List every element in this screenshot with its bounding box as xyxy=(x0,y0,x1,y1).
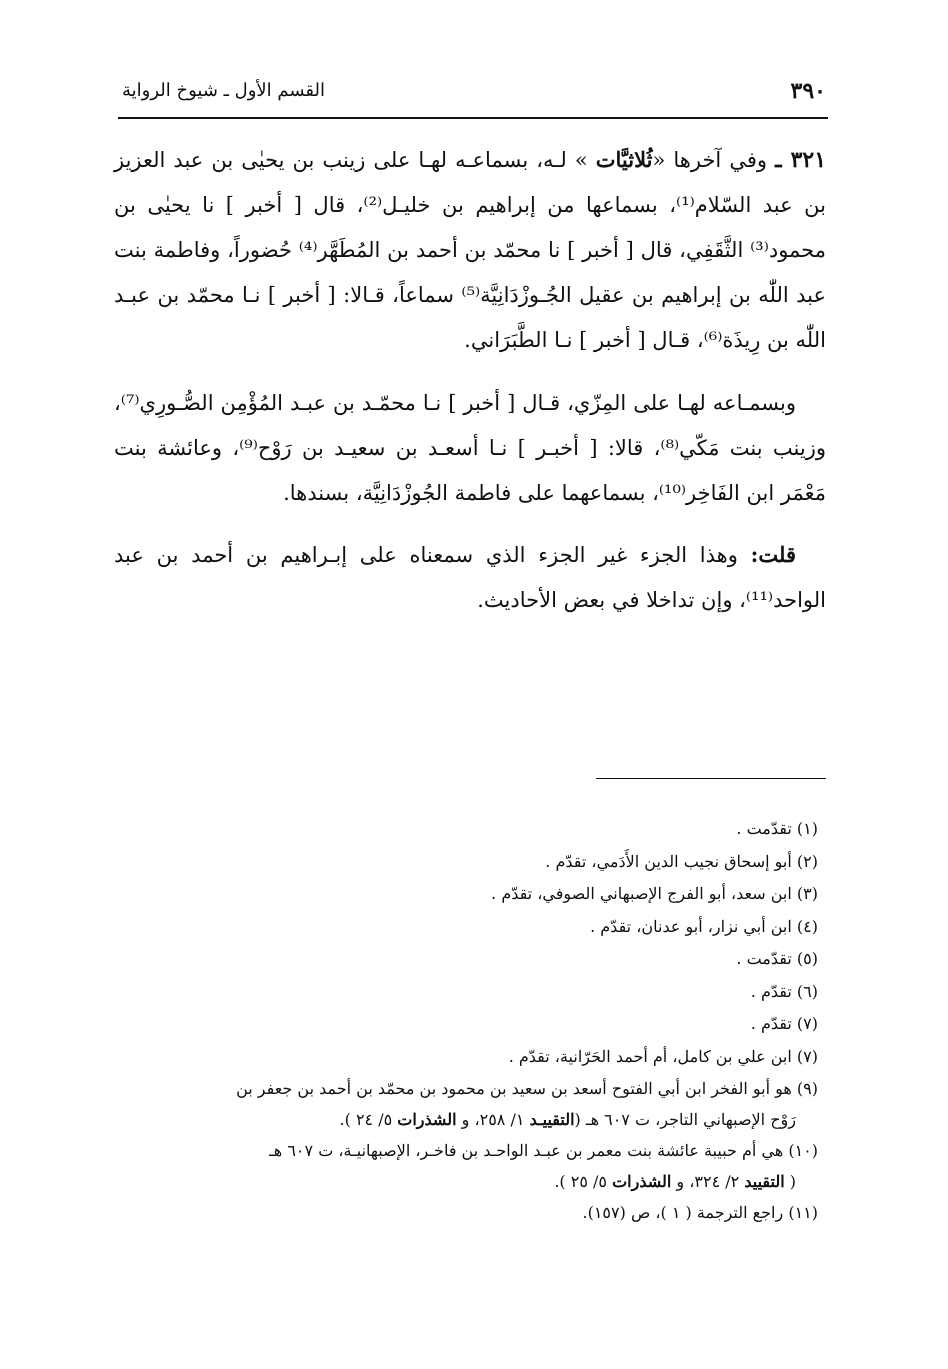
footnote-2: (٢) أبو إسحاق نجيب الدين الأَدَمي، تقدّم . xyxy=(545,851,818,871)
footnote-9 xyxy=(112,1073,818,1135)
footnote-3: (٣) ابن سعد، أبو الفرج الإصبهاني الصوفي، تقدّم . xyxy=(491,884,818,903)
entry-text: » لـه، بسماعـه لهـا على زينب بن يحيٰى بن عبد العزيز بن عبد السّلام⁽¹⁾، بسماعها من إبراهيم بن خليـل⁽²⁾، قال [ أخبر ] نا يحيٰى بن محمود⁽³⁾ الثَّقَفِي، قال [ أخبر ] نا محمّد بن أحمد بن المُطَهَّر⁽⁴⁾ حُضوراً، وفاطمة بنت عبد اللّٰه بن إبراهيم بن عقيل الجُـوزْدَانِيَّة⁽⁵⁾ سماعاً، قـالا: [ أخبر ] نـا محمّد بن عبـد اللّٰه بن رِيذَة⁽⁶⁾، قـال [ أخبر ] نـا الطَّبَرَاني. xyxy=(114,148,827,352)
footnote-9-tail xyxy=(112,1104,796,1135)
footnote-10-tail xyxy=(112,1166,796,1197)
footnote-10 xyxy=(112,1135,818,1197)
footnote-10-start: (١٠) هي أم حبيبة عائشة بنت معمر بن عبـد الواحـد بن فاخـر، الإصبهانيـة، ت ٦٠٧ هـ xyxy=(269,1141,818,1160)
footnote-5: (٥) تقدّمت . xyxy=(736,949,818,968)
running-head xyxy=(120,76,826,116)
footnote-7: (٧) تقدّم . xyxy=(750,1014,818,1033)
footnotes xyxy=(112,813,818,1230)
main-text xyxy=(114,137,826,623)
footnote-10-part-c: ٥/ ٢٥ ). xyxy=(554,1172,607,1191)
second-paragraph: وبسمـاعه لهـا على المِزّي، قـال [ أخبر ] نـا محمّـد بن عبـد المُؤْمِن الصُّـورِي⁽⁷⁾، وزينب بنت مَكّي⁽⁸⁾، قالا: [ أخبـر ] نـا أسعـد بن سعيـد بن رَوْح⁽⁹⁾، وعائشة بنت مَعْمَر ابن الفَاخِر⁽¹⁰⁾، بسماعهما على فاطمة الجُوزْدَانِيَّة، بسندها. xyxy=(114,391,827,505)
footnote-6: (٦) تقدّم . xyxy=(750,981,818,1001)
note-paragraph xyxy=(114,532,826,623)
footnote-11: (١١) راجع الترجمة ( ١ )، ص (١٥٧). xyxy=(582,1203,818,1222)
source-shadharat: الشذرات xyxy=(397,1110,457,1129)
page-number: ٣٩٠ xyxy=(790,78,826,104)
source-shadharat: الشذرات xyxy=(612,1172,672,1191)
footnote-separator xyxy=(596,778,826,779)
footnote-9-part-a: رَوْح الإصبهاني التاجر، ت ٦٠٧ هـ ( xyxy=(574,1110,796,1129)
entry-title: ثُلاثيَّات xyxy=(595,147,653,172)
source-taqyid: التقييد xyxy=(744,1172,785,1191)
source-taqyid: التقييـد xyxy=(529,1110,575,1129)
footnote-10-part-a: ( xyxy=(789,1172,796,1191)
footnote-9-part-b: ١/ ٢٥٨، و xyxy=(461,1110,525,1129)
footnote-1: (١) تقدّمت . xyxy=(736,819,818,838)
header-rule xyxy=(118,117,828,119)
note-label: قلت: xyxy=(750,542,796,567)
entry-intro: وفي آخرها « xyxy=(652,148,768,172)
footnote-9-part-c: ٥/ ٢٤ ). xyxy=(339,1110,393,1129)
entry-paragraph xyxy=(114,137,826,363)
note-text: وهذا الجزء غير الجزء الذي سمعناه على إبـراهيم بن أحمد بن عبد الواحد⁽¹¹⁾، وإن تداخلا في بعض الأحاديث. xyxy=(114,543,826,612)
footnote-10-part-b: ٢/ ٣٢٤، و xyxy=(676,1172,740,1191)
entry-number: ٣٢١ ـ xyxy=(775,147,827,173)
footnote-4: (٤) ابن أبي نزار، أبو عدنان، تقدّم . xyxy=(590,916,818,936)
footnote-8: (٧) ابن علي بن كامل، أم أحمد الحَرّانية، تقدّم . xyxy=(508,1046,818,1066)
footnote-9-start: (٩) هو أبو الفخر ابن أبي الفتوح أسعد بن سعيد بن محمود بن محمّد بن أحمد بن جعفر بن xyxy=(236,1079,818,1098)
section-title: القسم الأول ـ شيوخ الرواية xyxy=(122,80,326,101)
